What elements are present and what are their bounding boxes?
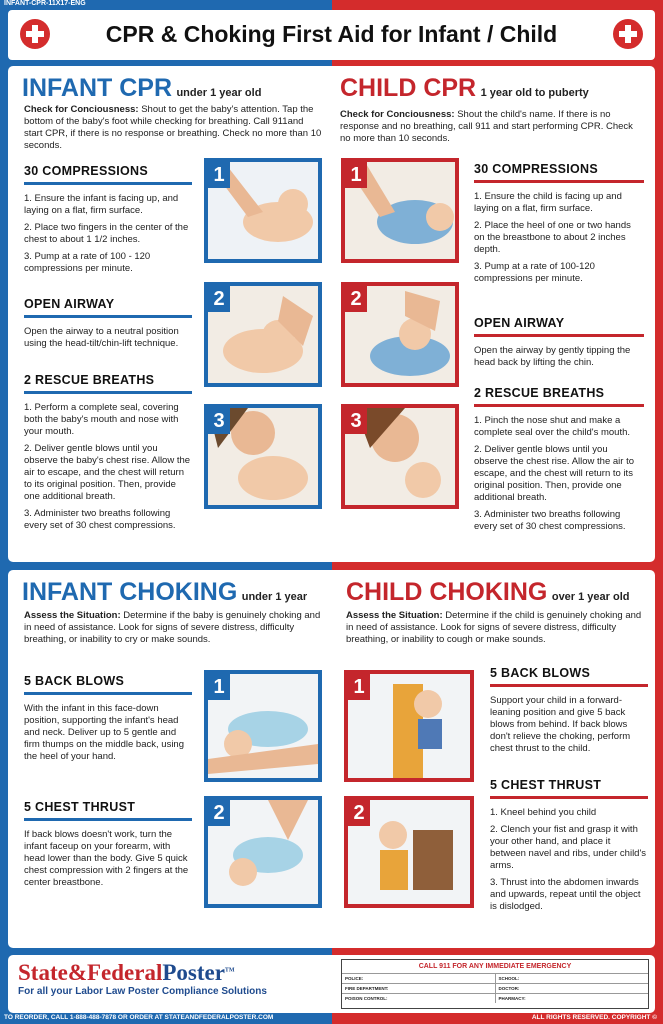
infant-airway-text: Open the airway to a neutral position using the head-tilt/chin-lift technique. xyxy=(24,326,179,349)
infant-cpr-heading xyxy=(22,74,322,103)
child-breaths-illustration xyxy=(341,404,459,509)
child-airway-text: Open the airway by gently tipping the head back by lifting the chin. xyxy=(474,345,631,368)
list-item: 1. Ensure the infant is facing up, and laying on a flat, firm surface. xyxy=(24,193,179,216)
infant-choking-title: INFANT CHOKING xyxy=(22,578,238,606)
reorder-link[interactable]: TO REORDER, CALL 1-888-488-7878 OR ORDER AT STATEANDFEDERALPOSTER.COM xyxy=(4,1014,274,1021)
copyright: ALL RIGHTS RESERVED. COPYRIGHT © xyxy=(531,1014,657,1021)
child-choking-assess: Assess the Situation: Determine if the child is genuinely choking and in need of assistance. Look for signs of severe distress, difficulty breathing, or inability to cough or make sounds. xyxy=(346,610,642,645)
infant-chestthrust-illustration xyxy=(204,796,322,908)
child-choking-heading xyxy=(346,578,652,607)
infant-compressions-title: 30 COMPRESSIONS xyxy=(24,164,148,178)
step-number: 1 xyxy=(208,162,230,188)
child-compressions-title: 30 COMPRESSIONS xyxy=(474,162,598,176)
list-item: 1. Ensure the child is facing up and laying on a flat, firm surface. xyxy=(474,191,622,214)
child-chestthrust-illustration xyxy=(344,796,474,908)
child-compression-illustration xyxy=(341,158,459,263)
child-breaths-section xyxy=(474,386,644,538)
divider xyxy=(24,391,192,394)
divider xyxy=(24,315,192,318)
list-item: 2. Deliver gentle blows until you observe the chest rise. Allow the air to escape, and the chest will return to its original position. Then, provide one additional breath. xyxy=(474,444,634,503)
red-cross-icon xyxy=(613,19,643,49)
child-breaths-title: 2 RESCUE BREATHS xyxy=(474,386,605,400)
infant-chestthrust-section xyxy=(24,800,192,894)
infant-backblows-illustration xyxy=(204,670,322,782)
logo-tagline: For all your Labor Law Poster Compliance Solutions xyxy=(18,986,267,997)
poster-code: INFANT-CPR-11X17-ENG xyxy=(4,0,86,7)
fire-department-field[interactable]: FIRE DEPARTMENT: xyxy=(342,984,496,993)
page-title: CPR & Choking First Aid for Infant / Child xyxy=(105,21,558,47)
pharmacy-field[interactable]: PHARMACY: xyxy=(498,996,526,1001)
infant-chestthrust-text: If back blows doesn't work, turn the infant faceup on your forearm, with head lower than the body. Give 5 quick chest compression with 2 fingers at the center breastbone. xyxy=(24,829,189,888)
divider xyxy=(490,684,648,687)
divider xyxy=(474,180,644,183)
list-item: 2. Deliver gentle blows until you observe the baby's chest rise. Allow the air to escape, and the chest will return to its original position. Then, provide one additional breath. xyxy=(24,443,191,502)
child-backblows-title: 5 BACK BLOWS xyxy=(490,666,591,680)
child-chestthrust-title: 5 CHEST THRUST xyxy=(490,778,602,792)
choking-panel xyxy=(8,570,655,948)
list-item: 3. Pump at a rate of 100-120 compressions per minute. xyxy=(474,261,595,284)
step-number: 1 xyxy=(345,162,367,188)
divider xyxy=(474,404,644,407)
list-item: 3. Pump at a rate of 100 - 120 compressions per minute. xyxy=(24,251,151,274)
infant-choking-age: under 1 year xyxy=(241,591,308,603)
list-item: 3. Administer two breaths following every set of 30 chest compressions. xyxy=(24,508,176,531)
infant-backblows-section xyxy=(24,674,192,768)
child-choking-age: over 1 year old xyxy=(551,591,630,603)
divider xyxy=(24,692,192,695)
child-cpr-age: 1 year old to puberty xyxy=(480,87,589,99)
step-number: 3 xyxy=(208,408,230,434)
infant-compression-illustration xyxy=(204,158,322,263)
brand-logo xyxy=(18,960,336,1008)
divider xyxy=(490,796,648,799)
child-chestthrust-section xyxy=(490,778,648,918)
infant-airway-section xyxy=(24,297,192,355)
step-number: 1 xyxy=(348,674,370,700)
child-backblows-illustration xyxy=(344,670,474,782)
list-item: 1. Kneel behind you child xyxy=(490,807,597,818)
infant-breaths-title: 2 RESCUE BREATHS xyxy=(24,373,155,387)
divider xyxy=(24,818,192,821)
child-airway-title: OPEN AIRWAY xyxy=(474,316,565,330)
list-item: 1. Perform a complete seal, covering both the baby's mouth and nose with your mouth. xyxy=(24,402,179,437)
child-cpr-heading xyxy=(340,74,650,103)
child-cpr-title: CHILD CPR xyxy=(340,74,477,102)
list-item: 1. Pinch the nose shut and make a complete seal over the child's mouth. xyxy=(474,415,631,438)
child-compressions-section xyxy=(474,162,644,290)
list-item: 2. Place two fingers in the center of the chest to about 1 1/2 inches. xyxy=(24,222,189,245)
list-item: 3. Thrust into the abdomen inwards and upwards, repeat until the object is dislodged. xyxy=(490,877,641,912)
step-number: 2 xyxy=(208,800,230,826)
cpr-panel xyxy=(8,66,655,562)
child-cpr-check: Check for Conciousness: Shout the child's name. If there is no response and no breathing, call 911 and start performing CPR. Check no more than 10 seconds. xyxy=(340,109,633,144)
header-bar xyxy=(8,10,655,60)
list-item: 2. Clench your fist and grasp it with your other hand, and place it between navel and ribs, under child's arms. xyxy=(490,824,647,871)
emergency-title: CALL 911 FOR ANY IMMEDIATE EMERGENCY xyxy=(418,963,572,970)
list-item: 2. Place the heel of one or two hands on the breastbone to about 2 inches depth. xyxy=(474,220,631,255)
school-field[interactable]: SCHOOL: xyxy=(498,976,520,981)
child-airway-illustration xyxy=(341,282,459,387)
infant-airway-illustration xyxy=(204,282,322,387)
poison-control-field[interactable]: POISON CONTROL: xyxy=(342,994,496,1003)
infant-cpr-check: Check for Conciousness: Shout to get the baby's attention. Tap the bottom of the baby's foot while checking for breathing. Call 911and start CPR, if there is no response or breathing. Check no more than 10 seconds. xyxy=(24,104,322,151)
divider xyxy=(474,334,644,337)
child-choking-title: CHILD CHOKING xyxy=(346,578,548,606)
infant-choking-assess: Assess the Situation: Determine if the baby is genuinely choking and in need of assistance. Look for signs of severe distress, difficulty breathing, or inability to cry or make sounds. xyxy=(24,610,321,645)
step-number: 2 xyxy=(348,800,370,826)
infant-choking-heading xyxy=(22,578,332,607)
doctor-field[interactable]: DOCTOR: xyxy=(498,986,520,991)
infant-compressions-section xyxy=(24,164,192,280)
infant-backblows-title: 5 BACK BLOWS xyxy=(24,674,125,688)
infant-breaths-section xyxy=(24,373,192,537)
footer-panel xyxy=(8,955,655,1013)
step-number: 3 xyxy=(345,408,367,434)
step-number: 2 xyxy=(208,286,230,312)
infant-cpr-title: INFANT CPR xyxy=(22,74,172,102)
infant-chestthrust-title: 5 CHEST THRUST xyxy=(24,800,136,814)
infant-cpr-age: under 1 year old xyxy=(176,87,262,99)
infant-breaths-illustration xyxy=(204,404,322,509)
infant-airway-title: OPEN AIRWAY xyxy=(24,297,115,311)
step-number: 2 xyxy=(345,286,367,312)
infant-backblows-text: With the infant in this face-down position, supporting the infant's head and neck. Deliver up to 5 gentle and firm thumps on the middle back, using the heel of your hand. xyxy=(24,703,184,762)
list-item: 3. Administer two breaths following every set of 30 chest compressions. xyxy=(474,509,626,532)
divider xyxy=(24,182,192,185)
step-number: 1 xyxy=(208,674,230,700)
police-field[interactable]: POLICE: xyxy=(342,974,496,983)
child-backblows-section xyxy=(490,666,648,760)
emergency-contacts xyxy=(341,959,649,1009)
child-airway-section xyxy=(474,316,644,374)
child-backblows-text: Support your child in a forward-leaning position and give 5 back blows from behind. If back blows don't relieve the choking, perform chest thrust to the child. xyxy=(490,695,631,754)
logo-wordmark: State&FederalPoster™ xyxy=(18,960,235,985)
